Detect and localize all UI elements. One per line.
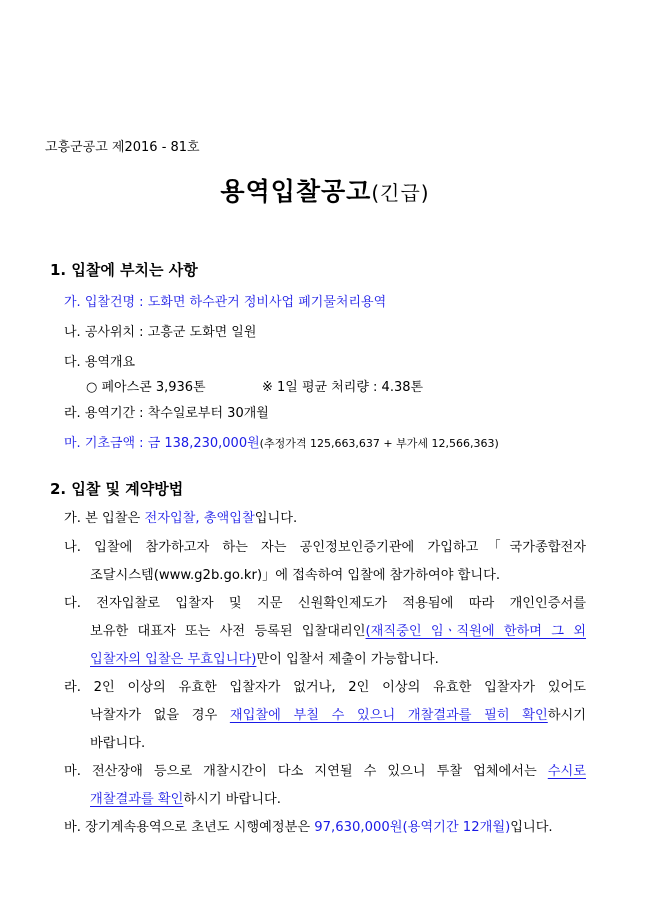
rebid-line-2-highlight: 재입찰에 부칠 수 있으니 개찰결과를 필히 확인 (229, 708, 548, 723)
document-title (0, 172, 650, 208)
item-base-amount (64, 432, 499, 451)
item-bid-type (64, 507, 297, 526)
title-main: 용역입찰공고 (220, 177, 372, 206)
item-rebid-line-3: 바랍니다. (90, 736, 146, 751)
e-bidding-line-3-highlight: 입찰자의 입찰은 무효입니다) (90, 652, 257, 667)
bid-type-prefix: 가. 본 입찰은 (64, 511, 145, 526)
system-failure-line-2-text: 하시기 바랍니다. (183, 792, 281, 807)
bid-type-suffix: 입니다. (254, 511, 298, 526)
item-participation-line-2: 조달시스템(www.g2b.go.kr)」에 접속하여 입찰에 참가하여야 합니다. (90, 568, 501, 583)
section-1-heading: 1. 입찰에 부치는 사항 (50, 261, 198, 279)
item-service-overview: 다. 용역개요 (64, 355, 136, 370)
e-bidding-line-3-text: 만이 입찰서 제출이 가능합니다. (256, 652, 439, 667)
item-work-location: 나. 공사위치 : 고흥군 도화면 일원 (64, 325, 257, 340)
system-failure-line-1-text: 마. 전산장애 등으로 개찰시간이 다소 지연될 수 있으니 투찰 업체에서는 (64, 764, 548, 779)
overview-quantity: ○ 폐아스콘 3,936톤 (86, 380, 206, 395)
item-e-bidding-line-1: 다. 전자입찰로 입찰자 및 지문 신원확인제도가 적용됨에 따라 개인인증서를 (64, 596, 586, 611)
item-first-year-amount (64, 816, 553, 835)
system-failure-line-1-highlight: 수시로 (547, 764, 586, 779)
item-participation-line-1: 나. 입찰에 참가하고자 하는 자는 공인정보인증기관에 가입하고「국가종합전자 (64, 540, 586, 555)
item-system-failure-line-2 (90, 788, 281, 807)
item-service-name: 가. 입찰건명 : 도화면 하수관거 정비사업 폐기물처리용역 (64, 295, 387, 310)
item-rebid-line-2 (90, 704, 586, 723)
item-system-failure-line-1 (64, 760, 586, 779)
system-failure-line-2-highlight: 개찰결과를 확인 (90, 792, 184, 807)
item-rebid-line-1: 라. 2인 이상의 유효한 입찰자가 없거나, 2인 이상의 유효한 입찰자가 있어도 (64, 680, 586, 695)
base-amount-main: 마. 기초금액 : 금 138,230,000원 (64, 436, 260, 451)
base-amount-detail: (추정가격 125,663,637 + 부가세 12,566,363) (259, 437, 499, 450)
title-suffix: (긴급) (371, 181, 430, 205)
first-year-amount-suffix: 입니다. (510, 820, 553, 835)
document-number: 고흥군공고 제2016 - 81호 (45, 140, 200, 155)
bid-type-highlight: 전자입찰, 총액입찰 (144, 511, 255, 526)
overview-daily-volume: ※ 1일 평균 처리량 : 4.38톤 (262, 380, 424, 395)
e-bidding-line-2-highlight: (재직중인 임ㆍ직원에 한하며 그 외 (365, 624, 586, 639)
first-year-amount-highlight: 97,630,000원(용역기간 12개월) (314, 820, 511, 835)
rebid-line-2-text: 낙찰자가 없을 경우 (90, 708, 230, 723)
e-bidding-line-2-text: 보유한 대표자 또는 사전 등록된 입찰대리인 (90, 624, 366, 639)
item-e-bidding-line-3 (90, 648, 439, 667)
item-service-period: 라. 용역기간 : 착수일로부터 30개월 (64, 406, 269, 421)
rebid-line-2-suffix: 하시기 (547, 708, 586, 723)
first-year-amount-text: 바. 장기계속용역으로 초년도 시행예정분은 (64, 820, 315, 835)
item-e-bidding-line-2 (90, 620, 586, 639)
section-2-heading: 2. 입찰 및 계약방법 (50, 480, 184, 498)
